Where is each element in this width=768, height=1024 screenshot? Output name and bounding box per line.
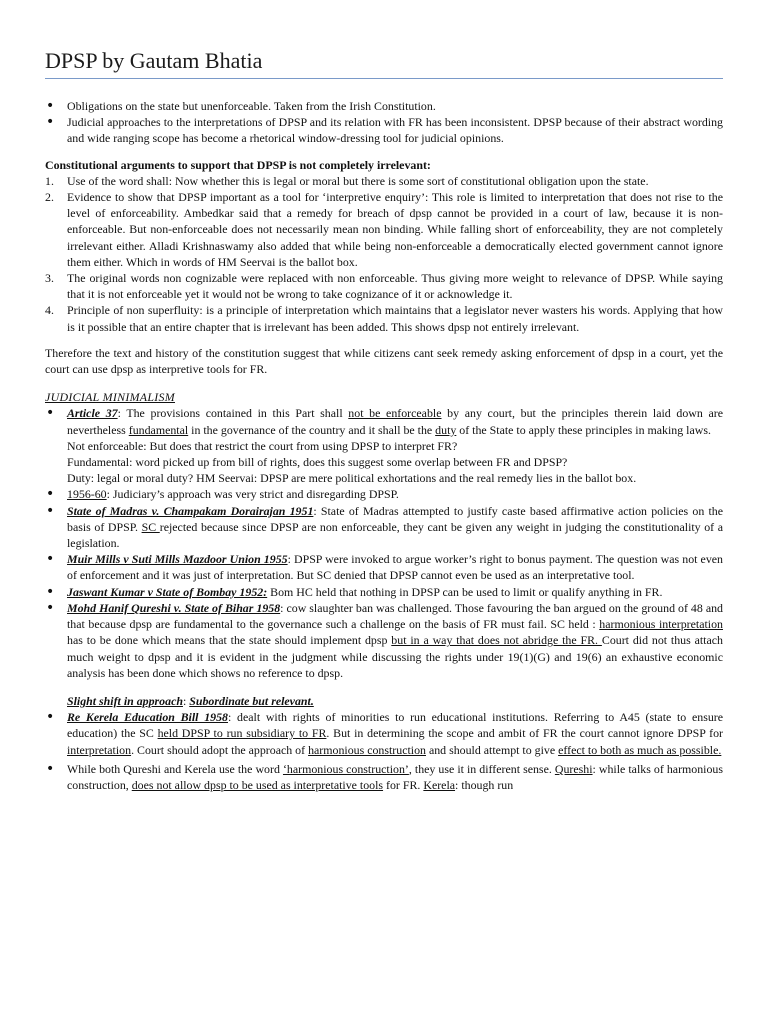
underlined-text: harmonious interpretation: [599, 617, 723, 632]
text: : while talks of harmonious construction,: [67, 761, 723, 792]
underlined-text: does not allow dpsp to be used as interpretative tools: [131, 777, 384, 792]
text: of the State to apply these principles in making laws.: [456, 422, 711, 437]
list-item: [45, 584, 723, 600]
intro-list: [45, 98, 723, 147]
cases-list: [45, 405, 723, 680]
underlined-text: Qureshi: [554, 761, 593, 776]
paragraph: Therefore the text and history of the constitution suggest that while citizens cant seek remedy asking enforcement of dpsp in a court, yet the court can use dpsp as interpretive tools for FR.: [45, 345, 723, 377]
text: : though run: [455, 777, 514, 792]
note-line: Fundamental: word picked up from bill of rights, does this suggest some overlap between FR and DPSP?: [67, 455, 568, 470]
underlined-text: but in a way that does not abridge the FR.: [391, 633, 602, 648]
underlined-text: not be enforceable: [348, 406, 442, 421]
case-title: Re Kerela Education Bill 1958: [67, 710, 228, 725]
list-item: [45, 270, 723, 302]
item-number: 1.: [45, 173, 54, 188]
list-item: [45, 761, 723, 793]
list-item: [45, 600, 723, 681]
list-item: [45, 302, 723, 334]
text: , they use it in different sense.: [408, 761, 555, 776]
item-number: 3.: [45, 271, 54, 286]
item-number: 4.: [45, 303, 54, 318]
item-text: Evidence to show that DPSP important as a tool for ‘interpretive enquiry’: This role is limited to interpretation that does not rise to the level of enforceability. Ambedkar said that a remedy for breach of dpsp cannot be provided in a court of law, because it is non-enforceable. But non-enforceable does not necessarily mean non binding. While falling short of enforceability, they are not completely irrelevant either. Alladi Krishnaswamy also added that while being non-enforceable a democratically elected government cannot ignore them either. Which in words of HM Seervai is the ballot box.: [67, 190, 723, 269]
underlined-text: ‘harmonious construction’: [282, 761, 409, 776]
list-item: [45, 405, 723, 486]
list-item: • Judicial approaches to the interpretations of DPSP and its relation with FR has been inconsistent. DPSP because of their abstract wording and wide ranging scope has become a rhetorical window-dressing tool for judicial opinions.: [45, 114, 723, 146]
underlined-text: fundamental: [128, 422, 189, 437]
item-text: Principle of non superfluity: is a principle of interpretation which maintains that a legislator never wasters his words. Applying that how is it possible that an entire chapter that is irrelevant has been added. This shows dpsp not entirely irrelevant.: [67, 303, 723, 334]
item-text: The original words non cognizable were replaced with non enforceable. Thus giving more weight to relevance of DPSP. While saying that it is not enforceable yet it would not be wrong to take cognizance of it or acknowledge it.: [67, 271, 723, 302]
list-item: [45, 486, 723, 502]
case-title: State of Madras v. Champakam Dorairajan 1951: [67, 503, 314, 518]
underlined-text: harmonious construction: [308, 742, 426, 757]
list-item: • Obligations on the state but unenforceable. Taken from the Irish Constitution.: [45, 98, 723, 114]
case-title: Jaswant Kumar v State of Bombay 1952:: [67, 584, 268, 599]
text: :: [182, 693, 190, 708]
item-number: 2.: [45, 190, 54, 205]
text: has to be done which means that the state should implement dpsp: [67, 633, 392, 648]
underlined-text: interpretation: [67, 742, 132, 757]
subheading-label: Subordinate but relevant.: [189, 693, 314, 708]
text: . But in determining the scope and ambit of FR the court cannot ignore DPSP for: [326, 726, 723, 741]
section-heading: Constitutional arguments to support that DPSP is not completely irrelevant:: [45, 157, 431, 172]
list-item: [45, 551, 723, 583]
text: by any court, but the principles therein laid down are nevertheless: [67, 406, 724, 437]
text: : DPSP were invoked to argue worker’s right to bonus payment. The question was not even of enforcement and it was just of interpretation. But SC denied that DPSP cannot even be used as an interpretative tool.: [67, 552, 723, 583]
text: . Court should adopt the approach of: [131, 742, 309, 757]
underlined-text: held DPSP to run subsidiary to FR: [157, 726, 327, 741]
text: : State of Madras attempted to justify caste based affirmative action policies on the basis of DPSP.: [67, 503, 723, 534]
list-item: [45, 173, 723, 189]
note-line: Not enforceable: But does that restrict the court from using DPSP to interpret FR?: [67, 438, 458, 453]
case-title: Mohd Hanif Qureshi v. State of Bihar 1958: [67, 600, 281, 615]
text: for FR.: [383, 777, 424, 792]
underlined-text: duty: [435, 422, 457, 437]
note-line: Duty: legal or moral duty? HM Seervai: DPSP are mere political exhortations and the real remedy lies in the ballot box.: [67, 471, 637, 486]
page-title: DPSP by Gautam Bhatia: [45, 48, 263, 73]
item-text: Use of the word shall: Now whether this is legal or moral but there is some sort of constitutional obligation upon the state.: [67, 173, 649, 188]
text: : The provisions contained in this Part shall: [117, 406, 349, 421]
text: in the governance of the country and it shall be the: [188, 422, 436, 437]
underlined-text: SC: [141, 519, 160, 534]
section-title: JUDICIAL MINIMALISM: [45, 390, 175, 405]
text: : dealt with rights of minorities to run educational institutions. Referring to A45 (state to ensure education) the SC: [67, 710, 724, 741]
text: rejected because since DPSP are non enforceable, they cant be given any weight in judging the constitutionality of a legislation.: [67, 519, 724, 551]
case-title: Article 37: [67, 406, 118, 421]
document-body: [45, 98, 723, 793]
text: and should attempt to give: [425, 742, 559, 757]
title-divider: [45, 78, 723, 79]
text: While both Qureshi and Kerela use the word: [67, 761, 283, 776]
subheading-label: Slight shift in approach: [67, 693, 183, 708]
list-item: [45, 503, 723, 552]
underlined-text: Kerela: [423, 777, 456, 792]
list-item: [45, 189, 723, 270]
period-years: 1956-60: [67, 487, 107, 502]
text: : Judiciary’s approach was very strict and disregarding DPSP.: [106, 487, 399, 502]
text: Bom HC held that nothing in DPSP can be used to limit or qualify anything in FR.: [267, 584, 663, 599]
arguments-list: [45, 173, 723, 335]
subheading: [45, 693, 723, 709]
text: : cow slaughter ban was challenged. Those favouring the ban argued on the ground of 48 and that because dpsp are fundamental to the governance such a challenge on the basis of FR must fail. SC held :: [67, 600, 723, 632]
underlined-text: effect to both as much as possible.: [558, 742, 722, 757]
text: Court did not thus attach much weight to dpsp and it is evident in the judgment while discussing the rights under 19(1)(G) and 19(6) an exhaustive economic analysis has been done which shows no reference to dpsp.: [67, 633, 723, 680]
case-title: Muir Mills v Suti Mills Mazdoor Union 1955: [67, 552, 288, 567]
cases-list-2: [45, 709, 723, 793]
list-item: [45, 709, 723, 758]
